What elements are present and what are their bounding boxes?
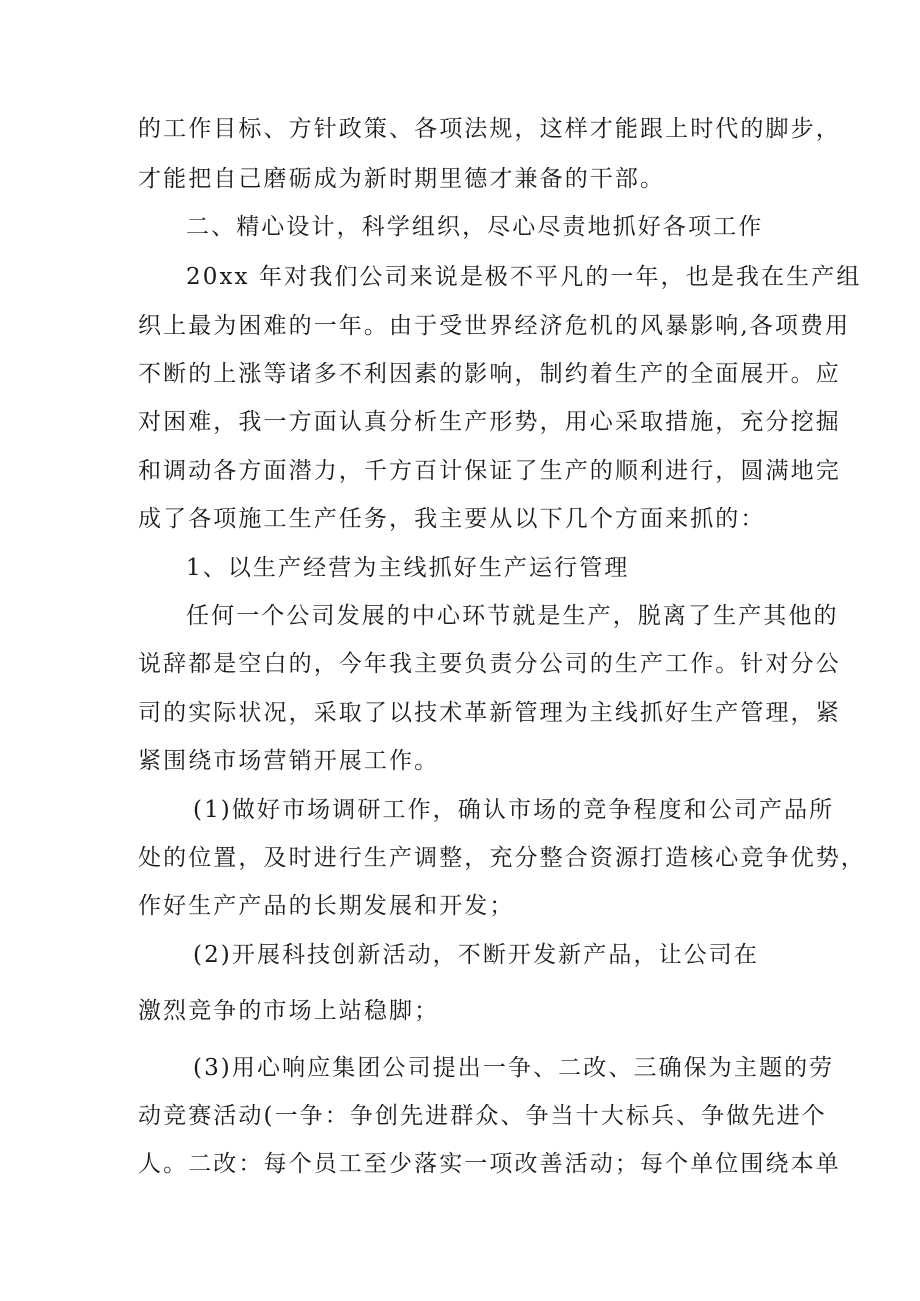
text-line: 作好生产产品的长期发展和开发； bbox=[138, 893, 515, 919]
text-line: 的工作目标、方针政策、各项法规，这样才能跟上时代的脚步， bbox=[138, 116, 841, 142]
text-line: 紧围绕市场营销开展工作。 bbox=[138, 748, 440, 774]
text-line: 才能把自己磨砺成为新时期里德才兼备的干部。 bbox=[138, 166, 666, 192]
text-line: 任何一个公司发展的中心环节就是生产，脱离了生产其他的 bbox=[186, 603, 839, 629]
list-item-2: (2)开展科技创新活动，不断开发新产品，让公司在 bbox=[193, 942, 759, 968]
text-line: 成了各项施工生产任务，我主要从以下几个方面来抓的： bbox=[138, 506, 766, 532]
text-line: 和调动各方面潜力，千方百计保证了生产的顺利进行，圆满地完 bbox=[138, 458, 841, 484]
text-line: 织上最为困难的一年。由于受世界经济危机的风暴影响,各项费用 bbox=[138, 313, 851, 339]
text-line: 人。二改：每个员工至少落实一项改善活动；每个单位围绕本单 bbox=[138, 1151, 841, 1177]
text-line: 动竞赛活动(一争：争创先进群众、争当十大标兵、争做先进个 bbox=[138, 1103, 827, 1129]
section-heading: 二、精心设计，科学组织，尽心尽责地抓好各项工作 bbox=[186, 214, 764, 240]
subsection-heading: 1、以生产经营为主线抓好生产运行管理 bbox=[186, 555, 630, 581]
text-line: 激烈竞争的市场上站稳脚； bbox=[138, 998, 440, 1024]
list-item-1: (1)做好市场调研工作，确认市场的竞争程度和公司产品所 bbox=[193, 797, 835, 823]
text-line: 司的实际状况，采取了以技术革新管理为主线抓好生产管理，紧 bbox=[138, 700, 841, 726]
text-line: 说辞都是空白的，今年我主要负责分公司的生产工作。针对分公 bbox=[138, 651, 841, 677]
text-line: 处的位置，及时进行生产调整，充分整合资源打造核心竞争优势， bbox=[138, 845, 866, 871]
text-line: 对困难，我一方面认真分析生产形势，用心采取措施，充分挖掘 bbox=[138, 409, 841, 435]
list-item-3: (3)用心响应集团公司提出一争、二改、三确保为主题的劳 bbox=[193, 1055, 835, 1081]
text-line: 20xx 年对我们公司来说是极不平凡的一年，也是我在生产组 bbox=[186, 264, 862, 290]
text-line: 不断的上涨等诸多不利因素的影响，制约着生产的全面展开。应 bbox=[138, 361, 841, 387]
